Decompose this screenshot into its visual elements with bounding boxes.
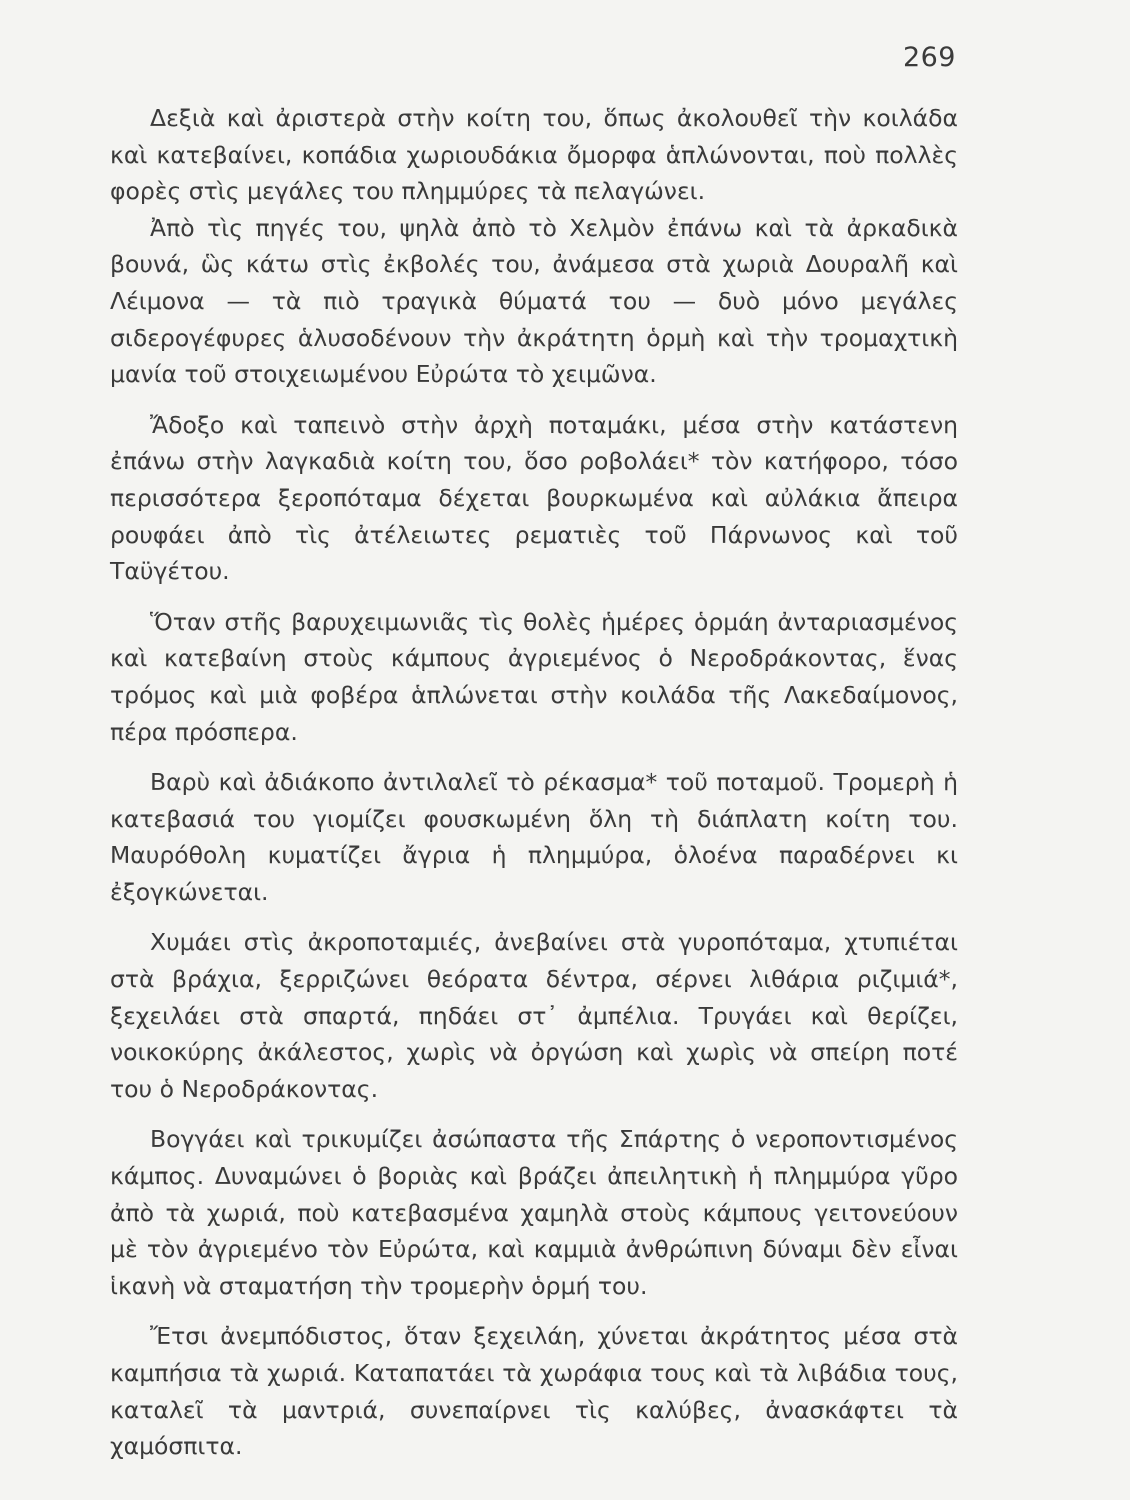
page-number: 269 (902, 42, 956, 73)
paragraph-2: Ἀπὸ τὶς πηγές του, ψηλὰ ἀπὸ τὸ Χελμὸν ἐπάνω καὶ τὰ ἀρκαδικὰ βουνά, ὣς κάτω στὶς ἐκβολές του, ἀνάμεσα στὰ χωριὰ Δουραλῆ καὶ Λέιμονα — τὰ πιὸ τραγικὰ θύματά του — δυὸ μόνο μεγάλες σιδερογέφυρες ἁλυσοδένουν τὴν ἀκράτητη ὁρμὴ καὶ τὴν τρομαχτικὴ μανία τοῦ στοιχειωμένου Εὐρώτα τὸ χειμῶνα. (110, 213, 958, 389)
paragraph-3: Ἄδοξο καὶ ταπεινὸ στὴν ἀρχὴ ποταμάκι, μέσα στὴν κατάστενη ἐπάνω στὴν λαγκαδιὰ κοίτη του, ὅσο ροβολάει* τὸν κατήφορο, τόσο περισσότερα ξεροπόταμα δέχεται βουρκωμένα καὶ αὐλάκια ἄπειρα ρουφάει ἀπὸ τὶς ἀτέλειωτες ρεματιὲς τοῦ Πάρνωνος καὶ τοῦ Ταϋγέτου. (110, 410, 958, 586)
paragraph-4: Ὅταν στῆς βαρυχειμωνιᾶς τὶς θολὲς ἡμέρες ὁρμάη ἀνταριασμένος καὶ κατεβαίνη στοὺς κάμπους ἀγριεμένος ὁ Νεροδράκοντας, ἕνας τρόμος καὶ μιὰ φοβέρα ἁπλώνεται στὴν κοιλάδα τῆς Λακεδαίμονος, πέρα πρόσπερα. (110, 607, 958, 746)
paragraph-1: Δεξιὰ καὶ ἀριστερὰ στὴν κοίτη του, ὅπως ἀκολουθεῖ τὴν κοιλάδα καὶ κατεβαίνει, κοπάδια χωριουδάκια ὄμορφα ἁπλώνονται, ποὺ πολλὲς φορὲς στὶς μεγάλες του πλημμύρες τὰ πελαγώνει. (110, 104, 958, 206)
body-text (110, 100, 958, 1479)
paragraph-6: Χυμάει στὶς ἀκροποταμιές, ἀνεβαίνει στὰ γυροπόταμα, χτυπιέται στὰ βράχια, ξερριζώνει θεόρατα δέντρα, σέρνει λιθάρια ριζιμιά*, ξεχειλάει στὰ σπαρτά, πηδάει στ᾽ ἀμπέλια. Τρυγάει καὶ θερίζει, νοικοκύρης ἀκάλεστος, χωρὶς νὰ ὀργώση καὶ χωρὶς νὰ σπείρη ποτέ του ὁ Νεροδράκοντας. (110, 928, 958, 1103)
paragraph-5: Βαρὺ καὶ ἀδιάκοπο ἀντιλαλεῖ τὸ ρέκασμα* τοῦ ποταμοῦ. Τρομερὴ ἡ κατεβασιά του γιομίζει φουσκωμένη ὅλη τὴ διάπλατη κοίτη του. Μαυρόθολη κυματίζει ἄγρια ἡ πλημμύρα, ὁλοένα παραδέρνει κι ἐξογκώνεται. (110, 768, 958, 906)
paragraph-7: Βογγάει καὶ τρικυμίζει ἀσώπαστα τῆς Σπάρτης ὁ νεροποντισμένος κάμπος. Δυναμώνει ὁ βοριὰς καὶ βράζει ἀπειλητικὴ ἡ πλημμύρα γῦρο ἀπὸ τὰ χωριά, ποὺ κατεβασμένα χαμηλὰ στοὺς κάμπους γειτονεύουν μὲ τὸν ἀγριεμένο τὸν Εὐρώτα, καὶ καμμιὰ ἀνθρώπινη δύναμι δὲν εἶναι ἱκανὴ νὰ σταματήση τὴν τρομερὴν ὁρμή του. (110, 1125, 958, 1300)
paragraph-8: Ἔτσι ἀνεμπόδιστος, ὅταν ξεχειλάη, χύνεται ἀκράτητος μέσα στὰ καμπήσια τὰ χωριά. Καταπατάει τὰ χωράφια τους καὶ τὰ λιβάδια τους, καταλεῖ τὰ μαντριά, συνεπαίρνει τὶς καλύβες, ἀνασκάφτει τὰ χαμόσπιτα. (110, 1322, 958, 1461)
